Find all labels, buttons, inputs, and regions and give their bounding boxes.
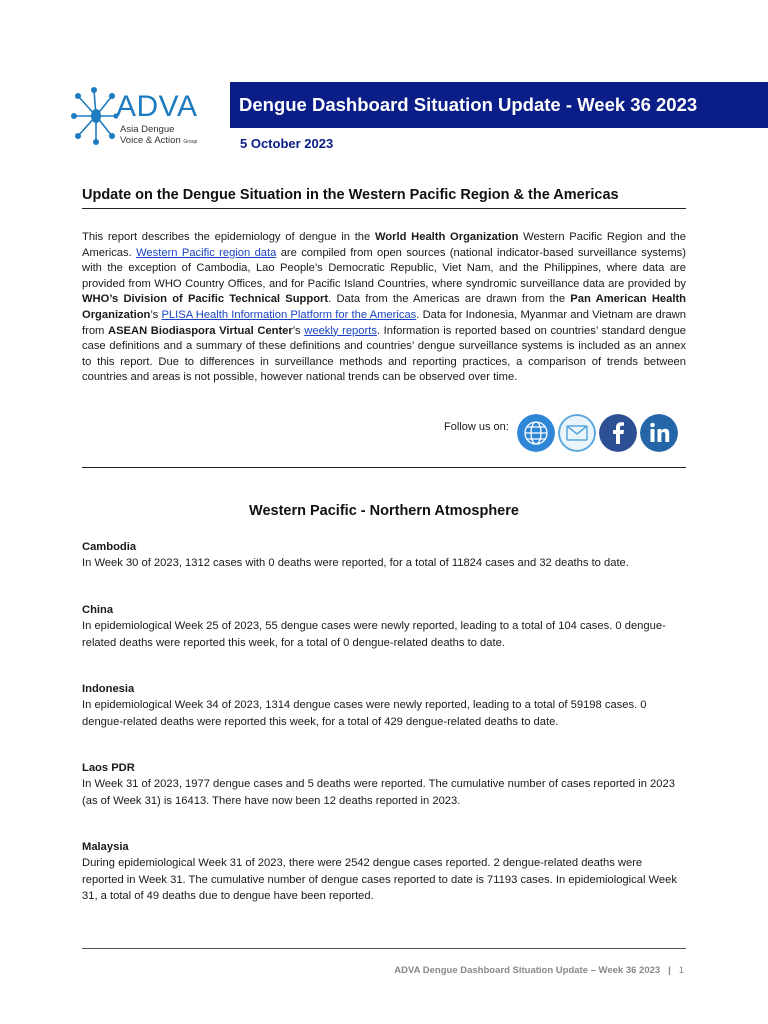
report-subtitle: Update on the Dengue Situation in the Western Pacific Region & the Americas [82, 187, 619, 203]
logo-wordmark: ADVA [116, 90, 198, 123]
country-entry-cambodia [82, 539, 686, 572]
report-date: 5 October 2023 [240, 136, 334, 151]
logo-tagline-2: Voice & Action Group [120, 135, 198, 146]
follow-us-label: Follow us on: [444, 421, 509, 433]
footer-divider [82, 948, 686, 949]
country-entry-china [82, 602, 686, 651]
country-summary: In Week 30 of 2023, 1312 cases with 0 deaths were reported, for a total of 11824 cases and 32 deaths to date. [82, 557, 629, 570]
country-summary: During epidemiological Week 31 of 2023, there were 2542 dengue cases reported. 2 dengue-related deaths were reported in Week 31. The cumulative number of dengue cases reported to date is 71193 cases. In epidemiological Week 31, a total of 49 deaths due to dengue have been reported. [82, 857, 677, 903]
mosquito-network-icon [70, 86, 118, 146]
weekly-reports-link[interactable]: weekly reports [304, 324, 377, 337]
page-footer [394, 965, 684, 976]
country-name: Malaysia [82, 841, 129, 853]
email-envelope-icon[interactable] [558, 414, 596, 452]
document-title-banner: Dengue Dashboard Situation Update - Week 36 2023 [230, 82, 768, 128]
adva-logo [70, 86, 220, 148]
footer-title: ADVA Dengue Dashboard Situation Update – Week 36 2023 [394, 965, 661, 976]
subtitle-divider [82, 208, 686, 209]
country-entry-laos [82, 760, 686, 809]
country-name: Indonesia [82, 683, 135, 695]
section-heading: Western Pacific - Northern Atmosphere [249, 503, 519, 519]
facebook-icon[interactable] [599, 414, 637, 452]
page-number: 1 [678, 965, 684, 976]
country-summary: In epidemiological Week 25 of 2023, 55 dengue cases were newly reported, leading to a total of 104 cases. 0 dengue-related deaths were reported this week, for a total of 0 dengue-related deaths to date. [82, 620, 666, 649]
logo-tagline-1: Asia Dengue [120, 124, 175, 135]
footer-separator: | [668, 965, 671, 976]
country-name: Cambodia [82, 541, 137, 553]
website-globe-icon[interactable] [517, 414, 555, 452]
country-name: China [82, 604, 114, 616]
western-pacific-data-link[interactable]: Western Pacific region data [136, 246, 277, 259]
plisa-platform-link[interactable]: PLISA Health Information Platform for the Americas [161, 308, 417, 321]
intro-paragraph: This report describes the epidemiology of dengue in the World Health Organization Western Pacific Region and the Americas. Western Pacific region data are compiled from open sources (national indicator-based surveillance systems) with the exception of Cambodia, Lao People’s Democratic Republic, Viet Nam, and the Philippines, where data are provided from WHO Country Offices, and for Pacific Island Countries, where syndromic surveillance data are provided by WHO’s Division of Pacific Technical Support. Data from the Americas are drawn from the Pan American Health Organization’s PLISA Health Information Platform for the Americas. Data for Indonesia, Myanmar and Vietnam are drawn from ASEAN Biodiaspora Virtual Center’s weekly reports. Information is reported based on countries’ standard dengue case definitions and a summary of these definitions and countries’ dengue surveillance systems is included as an annex to this report. Due to differences in surveillance methods and reporting practices, a comparison of trends between countries and areas is not possible, however national trends can be observed over time. [82, 231, 687, 384]
country-entry-malaysia [82, 839, 686, 905]
linkedin-icon[interactable] [640, 414, 678, 452]
section-divider [82, 467, 686, 468]
country-entry-indonesia [82, 681, 686, 730]
country-summary: In Week 31 of 2023, 1977 dengue cases and 5 deaths were reported. The cumulative number of cases reported in 2023 (as of Week 31) is 16413. There have now been 12 deaths reported in 2023. [82, 778, 675, 807]
country-name: Laos PDR [82, 762, 135, 774]
country-summary: In epidemiological Week 34 of 2023, 1314 dengue cases were newly reported, leading to a total of 59198 cases. 0 dengue-related deaths were reported this week, for a total of 429 dengue-related deaths to date. [82, 699, 647, 728]
